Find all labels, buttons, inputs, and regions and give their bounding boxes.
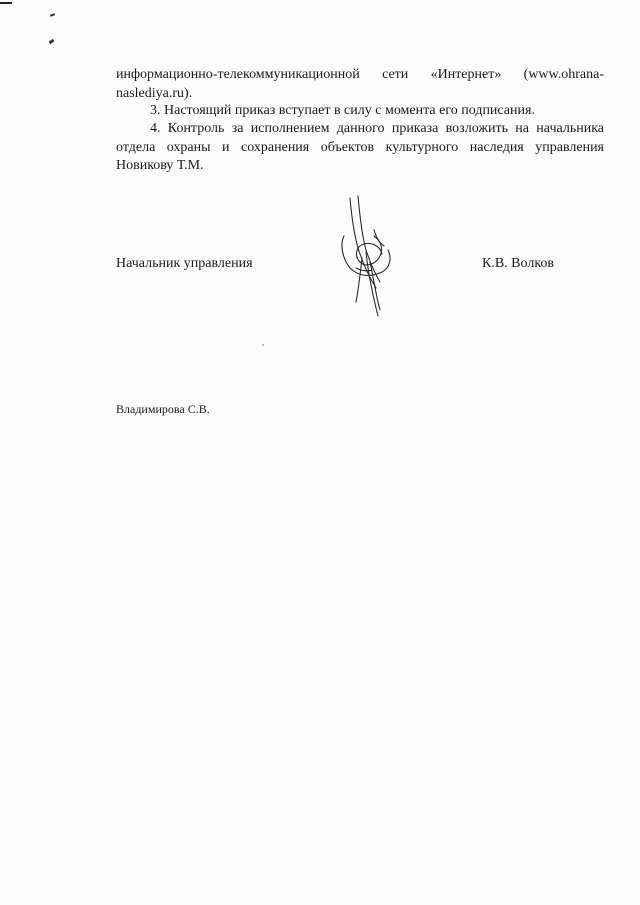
paragraph-item-4: 4. Контроль за исполнением данного приказа возложить на начальника отдела охраны и сохранения объектов культурного наследия управления Новикову Т.М. bbox=[116, 121, 604, 173]
signature-row bbox=[116, 256, 604, 276]
handwritten-signature bbox=[330, 192, 402, 318]
executor-name: Владимирова С.В. bbox=[116, 402, 210, 416]
text-line: информационно-телекоммуникационной сети «Интернет» (www.ohrana- bbox=[116, 67, 604, 82]
scan-artifact bbox=[50, 13, 55, 17]
paragraph-continuation bbox=[116, 66, 604, 103]
text-line: naslediya.ru). bbox=[116, 85, 193, 101]
paragraph-item-3: 3. Настоящий приказ вступает в силу с момента его подписания. bbox=[150, 103, 535, 118]
signatory-name: К.В. Волков bbox=[482, 256, 555, 271]
scan-artifact bbox=[262, 344, 264, 346]
scan-artifact bbox=[0, 2, 12, 4]
position-title: Начальник управления bbox=[116, 256, 253, 271]
scan-artifact bbox=[49, 39, 55, 44]
